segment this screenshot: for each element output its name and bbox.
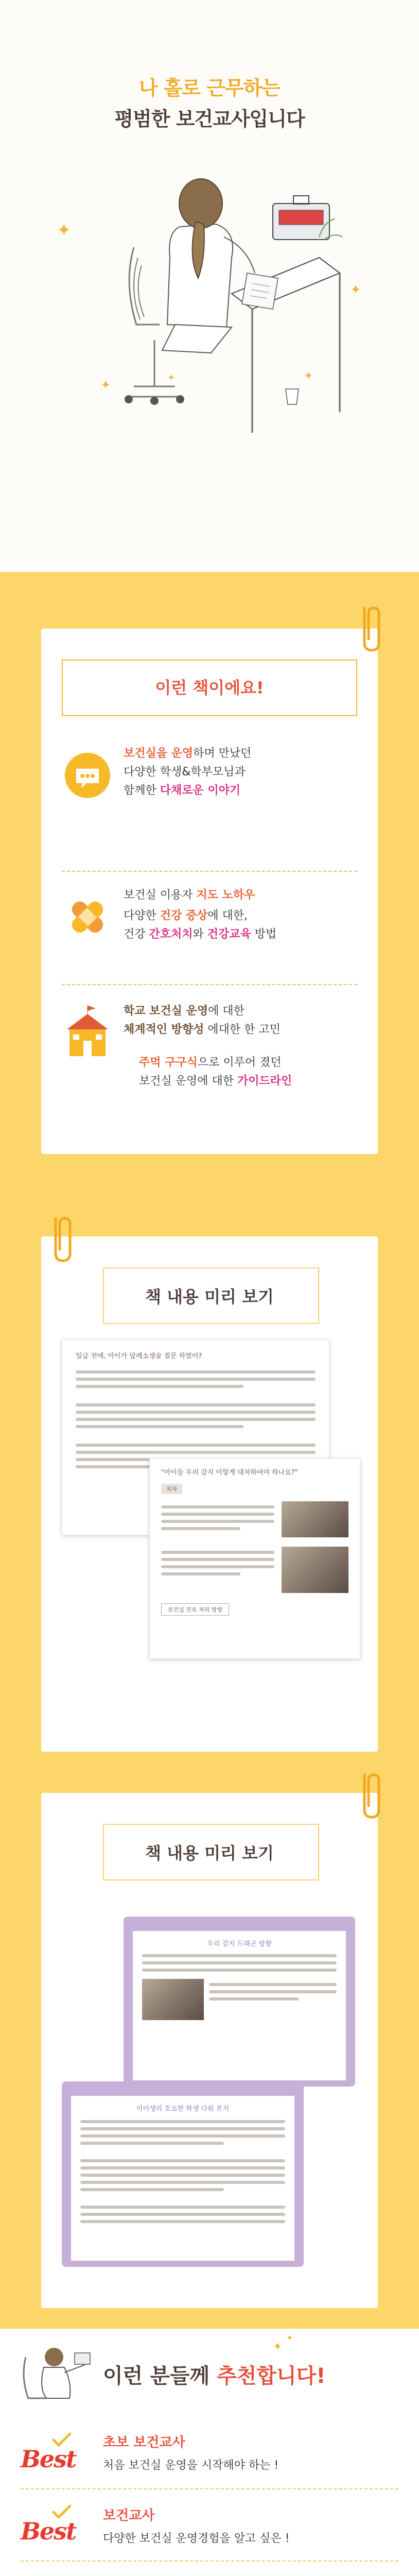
feature-line: 다양한 학생&학부모님과 bbox=[124, 766, 246, 778]
recommend-title: 이런 분들께 추천합니다! bbox=[103, 2364, 326, 2388]
feature-stories bbox=[62, 747, 357, 850]
recommend-desc: 처음 보건실 운영을 시작해야 하는 ! bbox=[103, 2459, 279, 2472]
preview-page-2 bbox=[149, 1458, 360, 1659]
recommend-heading: 보건교사 bbox=[103, 2508, 155, 2523]
book-intro-card bbox=[41, 629, 378, 1154]
clipboard-back bbox=[124, 1917, 355, 2087]
sparkle-icon: ✦ bbox=[100, 378, 111, 392]
paper-clip-icon bbox=[46, 1213, 77, 1265]
school-icon bbox=[62, 1005, 113, 1061]
dashed-divider bbox=[21, 2488, 398, 2489]
feature-line: 학교 보건실 운영에 대한 bbox=[124, 1005, 245, 1018]
preview-photo bbox=[282, 1501, 348, 1537]
feature-line: 보건실 이용자 지도 노하우 bbox=[124, 889, 255, 902]
feature-line: 보건실을 운영하며 만났던 bbox=[124, 747, 252, 760]
preview-page-heading: 일급 전에, 아이가 답례소생술 질문 하였어? bbox=[76, 1352, 202, 1360]
toc-tag: 목차 bbox=[161, 1484, 182, 1494]
feature-line: 다양한 건강 증상에 대한, bbox=[124, 909, 248, 922]
preview-caption: 보건실 진료 처리 방향 bbox=[161, 1603, 229, 1616]
dashed-divider bbox=[62, 984, 357, 985]
hero-title-line2: 평범한 보건교사입니다 bbox=[114, 108, 305, 130]
section-title: 책 내용 미리 보기 bbox=[145, 1843, 274, 1863]
section-title: 이런 책이에요! bbox=[155, 678, 264, 698]
paper-clip-icon bbox=[355, 603, 386, 654]
hero-title-line1: 나 홀로 근무하는 bbox=[138, 77, 281, 99]
recommend-heading: 초보 보건교사 bbox=[103, 2435, 185, 2450]
sparkle-icon: ✦ bbox=[304, 370, 313, 383]
nurse-at-desk-illustration bbox=[77, 155, 345, 433]
nurse-mini-illustration bbox=[15, 2342, 93, 2409]
preview-page-3 bbox=[133, 1931, 346, 2080]
sparkle-icon: ✦ bbox=[350, 282, 361, 298]
preview-page-heading: "아이들 우리 감지 이렇게 대처하여야 하나요?" bbox=[161, 1469, 298, 1477]
preview-card-1 bbox=[41, 1236, 378, 1752]
feature-line: 보건실 운영에 대한 가이드라인 bbox=[139, 1075, 292, 1088]
sparkle-icon: ✦ bbox=[286, 2333, 293, 2343]
clipboard-front bbox=[62, 2081, 304, 2267]
recommend-desc: 다양한 보건실 운영경험을 알고 싶은 ! bbox=[103, 2532, 290, 2545]
sparkle-icon: ✦ bbox=[57, 220, 72, 241]
bandage-icon bbox=[62, 889, 113, 945]
preview-page-heading: 우리 감지 드래곤 방향 bbox=[207, 1940, 272, 1948]
feature-guidance bbox=[62, 889, 357, 992]
best-badge: Best bbox=[21, 2432, 93, 2473]
dashed-divider bbox=[21, 2561, 398, 2562]
preview-photo bbox=[282, 1547, 348, 1593]
preview-page-heading: 아이생리 호소한 학생 다뤄 본지 bbox=[136, 2105, 229, 2113]
best-badge: Best bbox=[21, 2504, 93, 2545]
sparkle-icon: ✦ bbox=[273, 2341, 283, 2353]
paper-clip-icon bbox=[355, 1770, 386, 1821]
hero-section bbox=[0, 0, 419, 562]
feature-line: 주먹 구구식으로 이루어 졌던 bbox=[139, 1056, 282, 1069]
feature-line: 함께한 다채로운 이야기 bbox=[124, 784, 241, 797]
preview-page-4 bbox=[71, 2096, 294, 2261]
dashed-divider bbox=[62, 871, 357, 872]
section-title: 책 내용 미리 보기 bbox=[145, 1287, 274, 1307]
speech-bubble-icon bbox=[62, 747, 113, 804]
feature-line: 건강 간호처치와 건강교육 방법 bbox=[124, 928, 277, 941]
feature-operation bbox=[62, 1005, 357, 1139]
sparkle-icon: ✦ bbox=[167, 372, 176, 383]
feature-line: 체계적인 방향성 에대한 한 고민 bbox=[124, 1023, 281, 1036]
preview-photo bbox=[142, 1979, 204, 2020]
preview-card-2 bbox=[41, 1793, 378, 2308]
